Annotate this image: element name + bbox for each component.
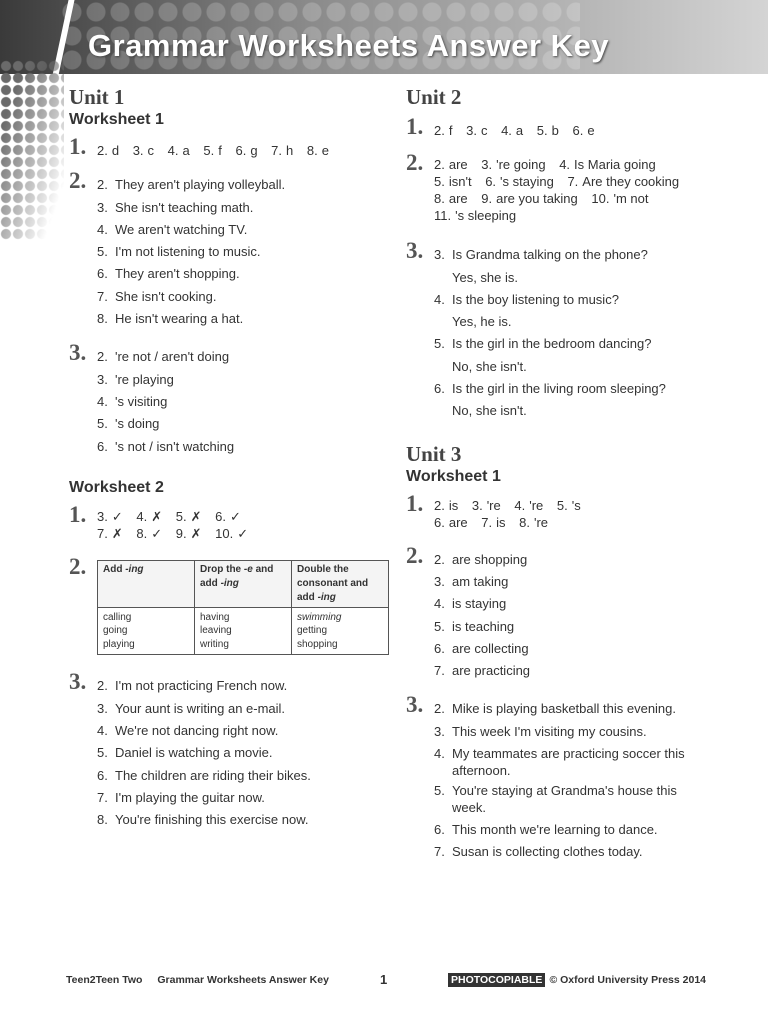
answer-item: 7. h	[271, 143, 294, 158]
exercise-number: 3.	[406, 238, 424, 264]
u1-ws1-exercise-1	[69, 134, 389, 162]
answer-line	[434, 190, 736, 207]
answer-line	[434, 156, 736, 173]
exercise-number: 1.	[69, 501, 87, 527]
answer-item: 7. is	[481, 514, 506, 530]
answer-line: 7. are practicing	[434, 663, 531, 679]
halftone-decoration	[0, 60, 64, 240]
table-header: Drop the -e and add -ing	[195, 560, 292, 607]
table-cell: having leaving writing	[195, 607, 292, 655]
answer-line: 5. I'm not listening to music.	[97, 244, 261, 260]
answer-line: 3. Your aunt is writing an e-mail.	[97, 700, 286, 716]
worksheet-1-heading: Worksheet 1	[69, 111, 164, 128]
exercise-number: 3.	[69, 340, 87, 366]
answer-item: 5. f	[203, 143, 222, 158]
answer-item: 3. 're	[471, 497, 501, 513]
u1-ws2-exercise-3	[69, 669, 389, 831]
answer-item: 2. f	[434, 123, 453, 138]
ing-spelling-table	[97, 560, 389, 656]
answer-item: 11. 's sleeping	[434, 208, 517, 224]
page-number: 1	[380, 972, 388, 987]
answer-line: 2. Mike is playing basketball this evening.	[434, 701, 677, 717]
u2-exercise-2	[406, 150, 736, 224]
answer-line: 8. He isn't wearing a hat.	[97, 311, 244, 327]
footer-right	[448, 974, 706, 986]
answer-item: 2. d	[97, 143, 120, 158]
answer-line	[434, 207, 736, 224]
answer-item: 3. c	[466, 123, 488, 138]
answer-item: 6. are	[434, 514, 468, 530]
answer-line: No, she isn't.	[452, 358, 527, 374]
u3-exercise-2	[406, 542, 736, 683]
answer-item: 3. c	[132, 143, 155, 158]
photocopiable-badge: PHOTOCOPIABLE	[448, 973, 545, 987]
answer-item: 8. 're	[519, 514, 549, 530]
answer-item: 6. 's staying	[485, 174, 554, 190]
table-cell: swimming getting shopping	[292, 607, 389, 655]
answer-line: 6. This month we're learning to dance.	[434, 822, 658, 838]
answer-item: 6. g	[235, 143, 258, 158]
answer-item: 9. are you taking	[481, 191, 578, 207]
answer-line	[97, 525, 389, 542]
u3-exercise-1	[406, 490, 736, 531]
answer-item: 3. 're going	[481, 157, 546, 173]
answer-item: 3. ✓	[97, 508, 123, 524]
answer-item: 4. Is Maria going	[559, 157, 656, 173]
exercise-number: 2.	[406, 150, 424, 176]
question-line: 4. Is the boy listening to music?	[434, 291, 619, 307]
exercise-number: 2.	[69, 553, 87, 579]
answer-item: 5. 's	[556, 497, 581, 513]
answer-item: 5. isn't	[434, 174, 472, 190]
answer-line	[434, 514, 736, 531]
left-column	[69, 84, 389, 831]
exercise-number: 2.	[69, 168, 87, 194]
answer-item: 4. ✗	[136, 508, 163, 524]
exercise-number: 1.	[69, 134, 87, 159]
worksheet-2-heading: Worksheet 2	[69, 478, 164, 496]
answer-line: 4. We're not dancing right now.	[97, 722, 279, 738]
exercise-number: 1.	[406, 490, 424, 516]
answer-line: 5. You're staying at Grandma's house this week.	[434, 783, 677, 816]
answer-item: 6. ✓	[215, 508, 241, 524]
exercise-number: 3.	[406, 692, 424, 718]
answer-line: 3. This week I'm visiting my cousins.	[434, 723, 647, 739]
answer-item: 10. ✓	[215, 525, 249, 541]
answer-line: 3. She isn't teaching math.	[97, 199, 254, 215]
answer-line	[434, 120, 736, 142]
answer-item: 8. ✓	[136, 525, 163, 541]
answer-line: 3. 're playing	[97, 371, 174, 387]
answer-line: 6. The children are riding their bikes.	[97, 767, 311, 783]
answer-line: 4. is staying	[434, 596, 507, 612]
answer-line	[434, 173, 736, 190]
answer-item: 4. a	[167, 143, 190, 158]
u1-ws1-exercise-3	[69, 340, 389, 457]
page-header	[0, 0, 768, 74]
answer-item: 8. are	[434, 191, 468, 207]
answer-line: 7. She isn't cooking.	[97, 288, 217, 304]
u1-ws2-exercise-2	[69, 553, 389, 656]
answer-line: 5. Daniel is watching a movie.	[97, 745, 273, 761]
footer-doc-title: Grammar Worksheets Answer Key	[157, 974, 329, 986]
answer-item: 2. are	[434, 157, 468, 173]
table-header: Double the consonant and add -ing	[292, 560, 389, 607]
table-row	[98, 607, 389, 655]
unit-2-heading: Unit 2	[406, 85, 462, 109]
u3-exercise-3	[406, 692, 714, 863]
u2-exercise-3	[406, 238, 736, 422]
answer-item: 7. Are they cooking	[567, 174, 680, 190]
answer-line: 8. You're finishing this exercise now.	[97, 812, 309, 828]
answer-line	[434, 497, 736, 514]
answer-line: 7. I'm playing the guitar now.	[97, 789, 265, 805]
answer-line: 7. Susan is collecting clothes today.	[434, 844, 643, 860]
answer-line: 2. I'm not practicing French now.	[97, 678, 288, 694]
answer-item: 10. 'm not	[591, 191, 649, 207]
table-cell: calling going playing	[98, 607, 195, 655]
answer-item: 5. b	[536, 123, 559, 138]
answer-line: 2. They aren't playing volleyball.	[97, 177, 286, 193]
page-title: Grammar Worksheets Answer Key	[88, 28, 610, 63]
answer-item: 8. e	[306, 143, 329, 158]
answer-line: 3. am taking	[434, 573, 509, 589]
answer-line: 6. are collecting	[434, 640, 529, 656]
exercise-number: 2.	[406, 542, 424, 568]
answer-item: 7. ✗	[97, 525, 123, 541]
question-line: 5. Is the girl in the bedroom dancing?	[434, 336, 652, 352]
u1-ws2-exercise-1	[69, 501, 389, 542]
answer-line: 6. They aren't shopping.	[97, 266, 240, 282]
exercise-number: 1.	[406, 114, 424, 139]
answer-line: Yes, she is.	[452, 269, 519, 285]
answer-line: 6. 's not / isn't watching	[97, 438, 235, 454]
question-line: 6. Is the girl in the living room sleeping?	[434, 381, 666, 397]
answer-line	[97, 508, 389, 525]
table-header: Add -ing	[98, 560, 195, 607]
answer-line: No, she isn't.	[452, 403, 527, 419]
u1-ws1-exercise-2	[69, 168, 389, 330]
unit-3-heading: Unit 3	[406, 441, 462, 466]
answer-line: 2. are shopping	[434, 551, 528, 567]
answer-item: 6. e	[572, 123, 595, 138]
answer-item: 4. 're	[514, 497, 544, 513]
right-column	[406, 84, 736, 864]
footer-left	[66, 974, 341, 986]
answer-line: Yes, he is.	[452, 314, 512, 330]
answer-line: 5. is teaching	[434, 618, 515, 634]
answer-line: 2. 're not / aren't doing	[97, 349, 230, 365]
answer-line: 5. 's doing	[97, 416, 160, 432]
question-line: 3. Is Grandma talking on the phone?	[434, 247, 648, 263]
copyright-text: © Oxford University Press 2014	[549, 974, 706, 986]
answer-item: 9. ✗	[175, 525, 202, 541]
answer-item: 5. ✗	[175, 508, 202, 524]
unit-1-heading: Unit 1	[69, 85, 125, 109]
exercise-number: 3.	[69, 669, 87, 695]
answer-item: 4. a	[501, 123, 524, 138]
footer-book-title: Teen2Teen Two	[66, 974, 143, 986]
answer-line: 4. We aren't watching TV.	[97, 221, 248, 237]
worksheet-1-heading: Worksheet 1	[406, 467, 501, 485]
answer-item: 2. is	[434, 497, 459, 513]
page-footer	[66, 971, 706, 991]
answer-line	[97, 140, 389, 162]
answer-line: 4. 's visiting	[97, 393, 168, 409]
u2-exercise-1	[406, 114, 736, 142]
answer-line: 4. My teammates are practicing soccer this afternoon.	[434, 746, 685, 779]
